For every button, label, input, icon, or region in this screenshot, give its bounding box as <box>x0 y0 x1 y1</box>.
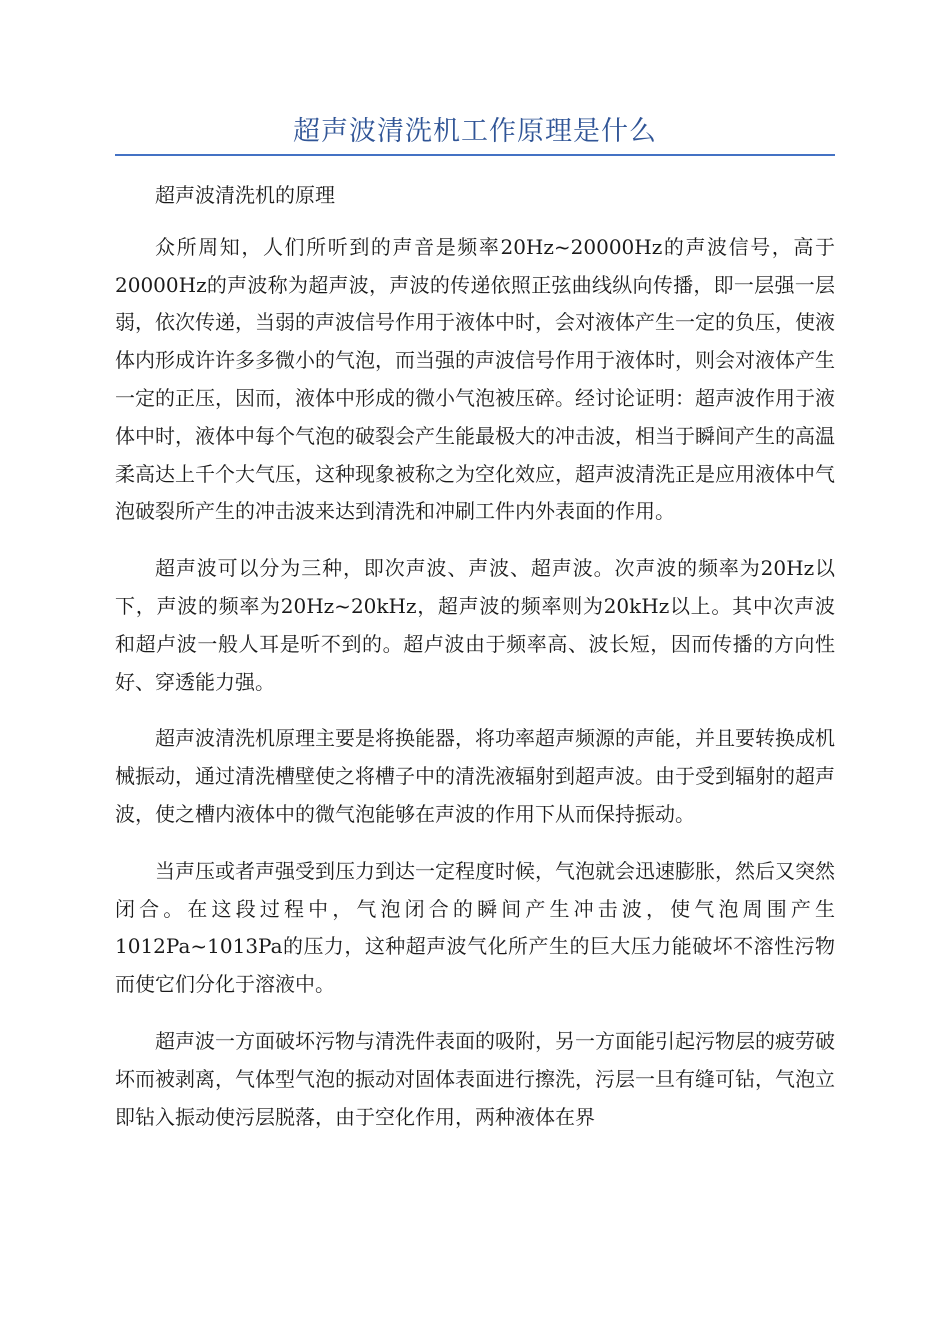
paragraph: 超声波清洗机原理主要是将换能器，将功率超声频源的声能，并且要转换成机械振动，通过清洗槽壁使之将槽子中的清洗液辐射到超声波。由于受到辐射的超声波，使之槽内液体中的微气泡能够在声波的作用下从而保持振动。 <box>115 726 835 826</box>
title-underline <box>115 154 835 156</box>
section-heading: 超声波清洗机的原理 <box>155 183 335 207</box>
document-body <box>115 177 835 1155</box>
paragraph: 超声波一方面破坏污物与清洗件表面的吸附，另一方面能引起污物层的疲劳破坏而被剥离，气体型气泡的振动对固体表面进行擦洗，污层一旦有缝可钻，气泡立即钻入振动使污层脱落，由于空化作用，两种液体在界 <box>115 1028 835 1129</box>
document-title: 超声波清洗机工作原理是什么 <box>293 116 657 147</box>
paragraph: 当声压或者声强受到压力到达一定程度时候，气泡就会迅速膨胀，然后又突然闭合。在这段过程中，气泡闭合的瞬间产生冲击波，使气泡周围产生1012Pa~1013Pa的压力，这种超声波气化所产生的巨大压力能破坏不溶性污物而使它们分化于溶液中。 <box>115 858 835 997</box>
paragraph: 超声波可以分为三种，即次声波、声波、超声波。次声波的频率为20Hz以下，声波的频率为20Hz~20kHz，超声波的频率则为20kHz以上。其中次声波和超卢波一般人耳是听不到的。超卢波由于频率高、波长短，因而传播的方向性好、穿透能力强。 <box>115 556 835 694</box>
paragraph: 众所周知，人们所听到的声音是频率20Hz~20000Hz的声波信号，高于20000Hz的声波称为超声波，声波的传递依照正弦曲线纵向传播，即一层强一层弱，依次传递，当弱的声波信号作用于液体中时，会对液体产生一定的负压，使液体内形成许许多多微小的气泡，而当强的声波信号作用于液体时，则会对液体产生一定的正压，因而，液体中形成的微小气泡被压碎。经讨论证明：超声波作用于液体中时，液体中每个气泡的破裂会产生能最极大的冲击波，相当于瞬间产生的高温柔高达上千个大气压，这种现象被称之为空化效应，超声波清洗正是应用液体中气泡破裂所产生的冲击波来达到清洗和冲刷工件内外表面的作用。 <box>115 234 835 524</box>
